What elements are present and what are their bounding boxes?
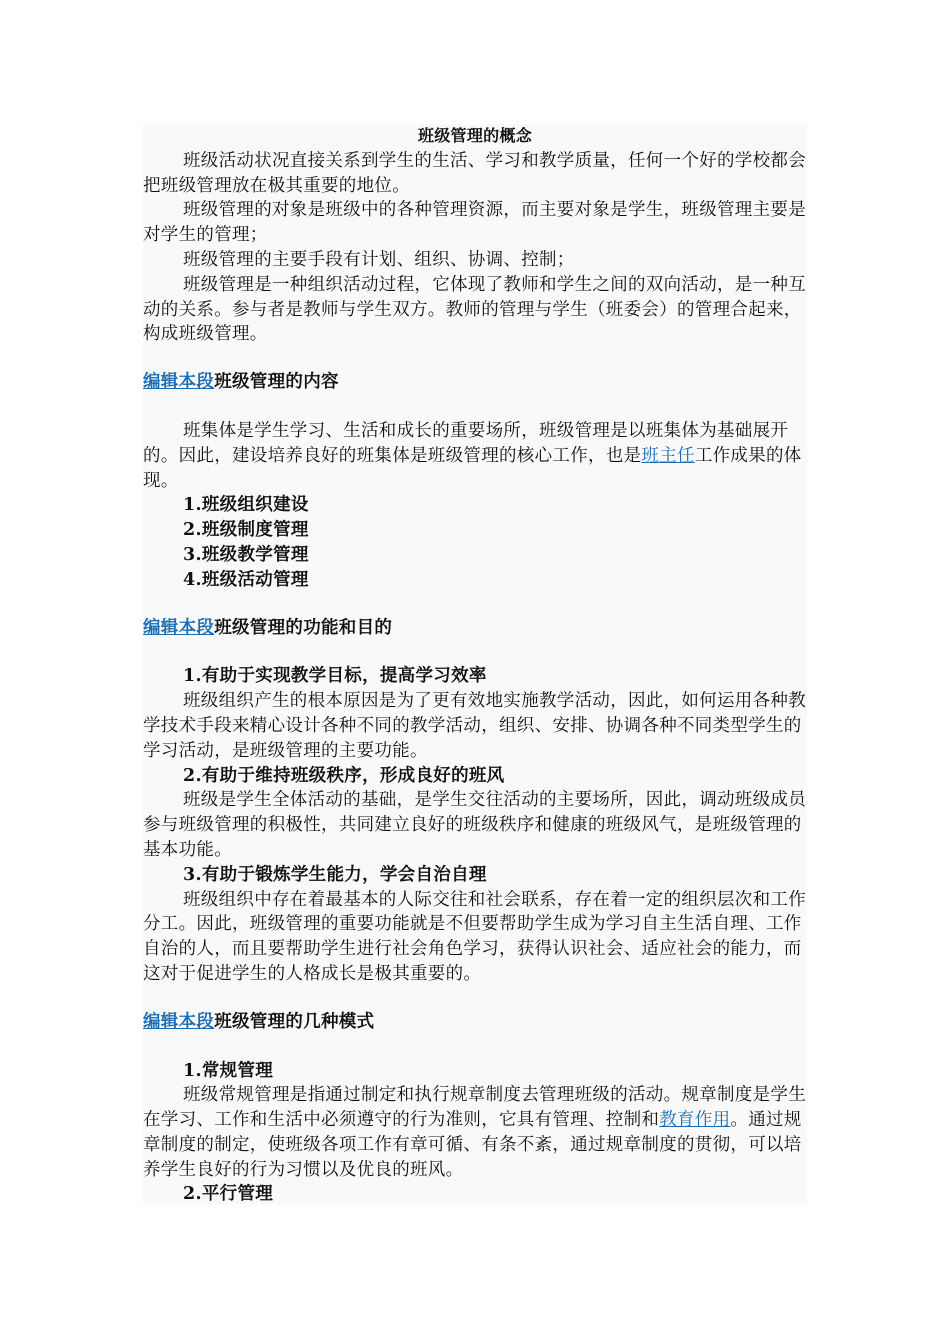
body-paragraph	[143, 1083, 807, 1182]
body-paragraph: 班级组织产生的根本原因是为了更有效地实施教学活动，因此，如何运用各种教学技术手段来精心设计各种不同的教学活动，组织、安排、协调各种不同类型学生的学习活动，是班级管理的主要功能。	[143, 691, 806, 761]
head-teacher-link[interactable]: 班主任	[641, 445, 695, 466]
subheading: 3.有助于锻炼学生能力，学会自治自理	[183, 864, 487, 885]
intro-paragraph: 班级活动状况直接关系到学生的生活、学习和教学质量，任何一个好的学校都会把班级管理放在极其重要的地位。	[143, 150, 806, 196]
educational-role-link[interactable]: 教育作用	[659, 1110, 731, 1131]
list-item: 1.班级组织建设	[183, 495, 309, 516]
section-title: 班级管理的内容	[214, 372, 339, 393]
list-item: 4.班级活动管理	[183, 569, 309, 590]
article	[143, 124, 807, 1207]
subheading: 2.平行管理	[183, 1184, 274, 1205]
edit-section-link[interactable]: 编辑本段	[143, 372, 215, 393]
intro-paragraph: 班级管理是一种组织活动过程，它体现了教师和学生之间的双向活动，是一种互动的关系。参与者是教师与学生双方。教师的管理与学生（班委会）的管理合起来，构成班级管理。	[143, 274, 806, 345]
paragraph-text: 。通过规章制度的制定，使班级各项工作有章可循、有条不紊，通过规章制度的贯彻，可以培养学生良好的行为习惯以及优良的班风。	[143, 1110, 802, 1180]
paragraph-text: 工作成果的体现。	[143, 445, 802, 491]
body-paragraph: 班级组织中存在着最基本的人际交往和社会联系，存在着一定的组织层次和工作分工。因此，班级管理的重要功能就是不但要帮助学生成为学习自主生活自理、工作自治的人，而且要帮助学生进行社会角色学习，获得认识社会、适应社会的能力，而这对于促进学生的人格成长是极其重要的。	[143, 889, 806, 984]
list-item: 3.班级教学管理	[183, 544, 309, 565]
edit-section-link[interactable]: 编辑本段	[143, 617, 215, 638]
edit-section-link[interactable]: 编辑本段	[143, 1011, 215, 1032]
section-heading-modes	[143, 1010, 807, 1035]
section-title: 班级管理的功能和目的	[214, 617, 393, 638]
paragraph-text: 班级常规管理是指通过制定和执行规章制度去管理班级的活动。规章制度是学生在学习、工作和生活中必须遵守的行为准则，它具有管理、控制和	[143, 1085, 806, 1131]
subheading: 1.有助于实现教学目标，提高学习效率	[183, 666, 487, 687]
section-heading-function	[143, 616, 807, 641]
intro-paragraph: 班级管理的对象是班级中的各种管理资源，而主要对象是学生，班级管理主要是对学生的管理；	[143, 200, 806, 246]
subheading: 1.常规管理	[183, 1060, 274, 1081]
content-paragraph	[143, 419, 807, 493]
intro-paragraph: 班级管理的主要手段有计划、组织、协调、控制；	[183, 249, 575, 270]
list-item: 2.班级制度管理	[183, 520, 309, 541]
body-paragraph: 班级是学生全体活动的基础，是学生交往活动的主要场所，因此，调动班级成员参与班级管理的积极性，共同建立良好的班级秩序和健康的班级风气，是班级管理的基本功能。	[143, 790, 806, 860]
paragraph-text: 班集体是学生学习、生活和成长的重要场所，班级管理是以班集体为基础展开的。因此，建设培养良好的班集体是班级管理的核心工作，也是	[143, 420, 789, 466]
page-title: 班级管理的概念	[417, 126, 533, 145]
subheading: 2.有助于维持班级秩序，形成良好的班风	[183, 765, 505, 786]
section-title: 班级管理的几种模式	[214, 1011, 375, 1032]
section-heading-content	[143, 370, 807, 395]
